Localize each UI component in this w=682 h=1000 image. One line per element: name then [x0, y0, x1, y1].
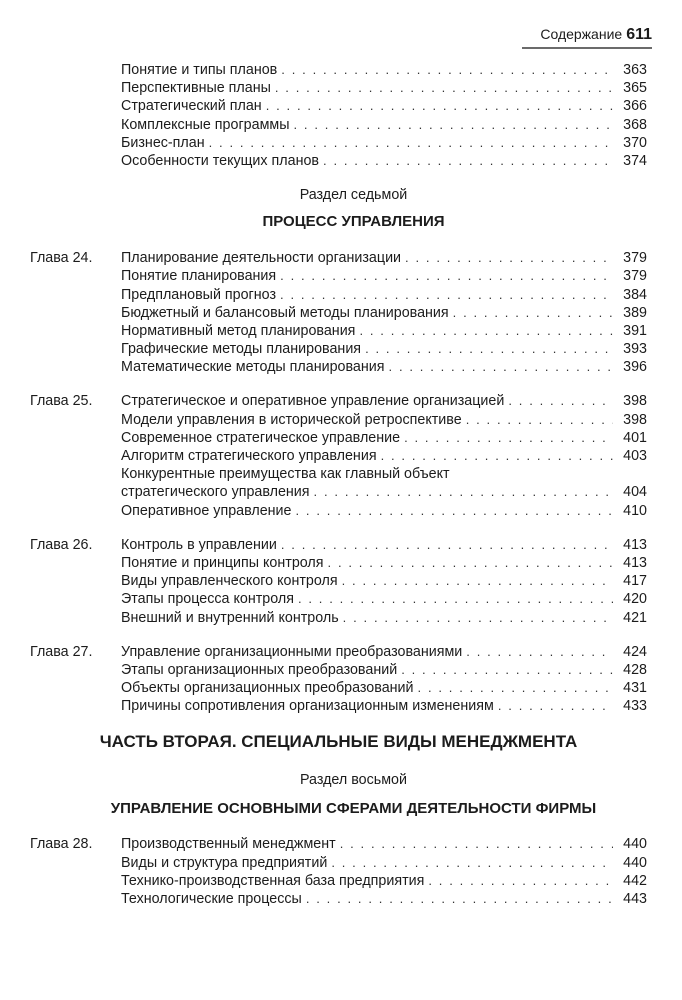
- dot-leader: [266, 97, 613, 115]
- toc-entry-title: Графические методы планирования: [121, 341, 362, 358]
- dot-leader: [280, 286, 613, 304]
- toc-entry[interactable]: [30, 502, 647, 520]
- toc-entry-title: Внешний и внутренний контроль: [121, 609, 339, 626]
- dot-leader: [280, 267, 613, 285]
- toc-entry-page: 440: [623, 836, 647, 853]
- chapter-number: Глава 24.: [30, 250, 93, 267]
- toc-entry-title: Предплановый прогноз: [121, 286, 277, 303]
- toc-entry[interactable]: [30, 572, 647, 590]
- toc-entry-page: 440: [623, 854, 647, 871]
- running-header: [522, 26, 652, 49]
- toc-entry[interactable]: [30, 267, 647, 285]
- toc-entry-page: 417: [623, 573, 647, 590]
- toc-entry[interactable]: [30, 286, 647, 304]
- chapter-25-group: [30, 392, 647, 519]
- dot-leader: [275, 79, 613, 97]
- dot-leader: [306, 890, 613, 908]
- part-title[interactable]: ЧАСТЬ ВТОРАЯ. СПЕЦИАЛЬНЫЕ ВИДЫ МЕНЕДЖМЕНТА: [99, 732, 578, 752]
- toc-entry-title: Планирование деятельности организации: [121, 250, 402, 267]
- toc-entry-title: Конкурентные преимущества как главный объект: [121, 466, 450, 483]
- toc-entry-page: 396: [623, 359, 647, 376]
- toc-entry-title: Технико-производственная база предприятия: [121, 872, 425, 889]
- toc-entry-page: 413: [623, 536, 647, 553]
- toc-entry-page: 370: [623, 134, 647, 151]
- toc-entry-page: 442: [623, 872, 647, 889]
- toc-entry-page: 410: [623, 502, 647, 519]
- toc-entry-title: Производственный менеджмент: [121, 836, 336, 853]
- toc-entry-title: Понятие и принципы контроля: [121, 554, 324, 571]
- toc-entry-page: 433: [623, 698, 647, 715]
- toc-entry-page: 379: [623, 250, 647, 267]
- section-label: Раздел восьмой: [300, 772, 407, 789]
- dot-leader: [340, 835, 613, 853]
- dot-leader: [314, 483, 613, 501]
- toc-entry-title: Виды управленческого контроля: [121, 573, 338, 590]
- toc-entry-page: 389: [623, 304, 647, 321]
- section-label: Раздел седьмой: [299, 187, 408, 204]
- toc-entry-title: Этапы процесса контроля: [121, 591, 294, 608]
- dot-leader: [401, 661, 613, 679]
- toc-entry-page: 431: [623, 680, 647, 697]
- toc-group-plans: [30, 61, 647, 170]
- toc-entry-title: Контроль в управлении: [121, 536, 277, 553]
- toc-entry-page: 404: [623, 484, 647, 501]
- toc-entry[interactable]: [30, 429, 647, 447]
- dot-leader: [418, 679, 613, 697]
- dot-leader: [298, 590, 613, 608]
- toc-entry-page: 413: [623, 554, 647, 571]
- toc-entry-page: 443: [623, 891, 647, 907]
- toc-entry[interactable]: [30, 79, 647, 97]
- chapter-entry[interactable]: [30, 536, 647, 554]
- dot-leader: [294, 116, 614, 134]
- toc-entry-page: 403: [623, 448, 647, 464]
- chapter-number: Глава 25.: [30, 393, 93, 410]
- toc-entry-page: 368: [623, 116, 647, 133]
- toc-entry[interactable]: [30, 116, 647, 134]
- toc-entry-title: Комплексные программы: [121, 116, 290, 133]
- chapter-28-group: [30, 835, 647, 908]
- toc-entry-page: 421: [623, 609, 647, 626]
- dot-leader: [328, 554, 613, 572]
- chapter-27-group: [30, 643, 647, 716]
- chapter-entry[interactable]: [30, 835, 647, 853]
- dot-leader: [466, 643, 613, 661]
- toc-entry[interactable]: [30, 854, 647, 872]
- toc-entry-title: Стратегическое и оперативное управление организацией: [121, 393, 505, 410]
- toc-entry-title: Причины сопротивления организационным изменениям: [121, 698, 494, 715]
- toc-entry-title: Управление организационными преобразованиями: [121, 643, 463, 660]
- dot-leader: [281, 536, 613, 554]
- dot-leader: [389, 358, 613, 376]
- toc-entry-title: Перспективные планы: [121, 80, 271, 97]
- toc-entry-page: 428: [623, 661, 647, 678]
- chapter-number: Глава 26.: [30, 536, 93, 553]
- toc-entry[interactable]: [30, 609, 647, 627]
- toc-entry-title: Оперативное управление: [121, 502, 292, 519]
- chapter-entry[interactable]: [30, 249, 647, 267]
- dot-leader: [365, 340, 613, 358]
- dot-leader: [381, 447, 613, 465]
- toc-entry[interactable]: [30, 697, 647, 715]
- chapter-entry[interactable]: [30, 643, 647, 661]
- toc-entry[interactable]: [30, 322, 647, 340]
- dot-leader: [209, 134, 613, 152]
- toc-entry-wrapped-line[interactable]: [30, 465, 647, 483]
- dot-leader: [508, 392, 613, 410]
- dot-leader: [359, 322, 613, 340]
- toc-entry[interactable]: [30, 554, 647, 572]
- toc-entry-page: 374: [623, 152, 647, 169]
- dot-leader: [466, 411, 613, 429]
- toc-entry-page: 393: [623, 341, 647, 358]
- dot-leader: [281, 61, 613, 79]
- dot-leader: [342, 572, 613, 590]
- toc-entry[interactable]: [30, 61, 647, 79]
- toc-entry-page: 398: [623, 393, 647, 410]
- toc-entry-title: Стратегический план: [121, 98, 262, 115]
- toc-entry-title: Современное стратегическое управление: [121, 429, 401, 446]
- toc-entry-page: 398: [623, 411, 647, 428]
- toc-entry-title: Бюджетный и балансовый методы планирования: [121, 304, 449, 321]
- toc-entry-page: 379: [623, 268, 647, 285]
- chapter-26-group: [30, 536, 647, 627]
- toc-entry-title: Алгоритм стратегического управления: [121, 448, 377, 464]
- toc-entry-page: 384: [623, 286, 647, 303]
- dot-leader: [498, 697, 613, 715]
- toc-entry-page: 363: [623, 62, 647, 78]
- chapter-entry[interactable]: [30, 392, 647, 410]
- chapter-number: Глава 28.: [30, 836, 93, 853]
- toc-entry-title: Особенности текущих планов: [121, 152, 320, 169]
- toc-entry-title: Математические методы планирования: [121, 359, 385, 376]
- toc-entry-page: 391: [623, 322, 647, 339]
- toc-entry-title: Бизнес-план: [121, 134, 205, 151]
- toc-entry-title: Технологические процессы: [121, 891, 302, 907]
- toc-entry[interactable]: [30, 590, 647, 608]
- toc-entry-title: Этапы организационных преобразований: [121, 661, 398, 678]
- toc-entry[interactable]: [30, 97, 647, 115]
- toc-entry-title: Модели управления в исторической ретроспективе: [121, 411, 462, 428]
- toc-entry[interactable]: [30, 872, 647, 890]
- toc-entry[interactable]: [30, 358, 647, 376]
- page-number: 611: [626, 26, 652, 43]
- toc-entry-page: 424: [623, 643, 647, 660]
- chapter-24-group: [30, 249, 647, 376]
- toc-entry[interactable]: [30, 152, 647, 170]
- toc-entry-title: Виды и структура предприятий: [121, 854, 328, 871]
- section-title[interactable]: ПРОЦЕСС УПРАВЛЕНИЯ: [262, 213, 445, 231]
- toc-entry[interactable]: [30, 340, 647, 358]
- toc-entry[interactable]: [30, 134, 647, 152]
- toc-entry-title: стратегического управления: [121, 484, 310, 501]
- toc-entry-page: 365: [623, 80, 647, 97]
- toc-entry-title: Понятие и типы планов: [121, 62, 278, 78]
- dot-leader: [405, 249, 613, 267]
- toc-entry-title: Объекты организационных преобразований: [121, 680, 414, 697]
- toc-entry[interactable]: [30, 661, 647, 679]
- running-header-section: Содержание: [540, 26, 623, 42]
- section-title[interactable]: УПРАВЛЕНИЕ ОСНОВНЫМИ СФЕРАМИ ДЕЯТЕЛЬНОСТИ ФИРМЫ: [110, 800, 597, 818]
- toc-entry[interactable]: [30, 447, 647, 465]
- dot-leader: [343, 609, 613, 627]
- dot-leader: [331, 854, 613, 872]
- toc-entry-title: Нормативный метод планирования: [121, 322, 356, 339]
- toc-entry[interactable]: [30, 483, 647, 501]
- dot-leader: [296, 502, 614, 520]
- toc-entry[interactable]: [30, 679, 647, 697]
- toc-entry-page: 366: [623, 98, 647, 115]
- dot-leader: [404, 429, 613, 447]
- toc-entry[interactable]: [30, 890, 647, 908]
- dot-leader: [323, 152, 613, 170]
- toc-entry[interactable]: [30, 304, 647, 322]
- toc-entry-title: Понятие планирования: [121, 268, 277, 285]
- toc-entry[interactable]: [30, 411, 647, 429]
- toc-entry-page: 401: [623, 429, 647, 446]
- toc-entry-page: 420: [623, 591, 647, 608]
- dot-leader: [453, 304, 613, 322]
- dot-leader: [428, 872, 613, 890]
- chapter-number: Глава 27.: [30, 643, 93, 660]
- table-of-contents: [30, 61, 647, 908]
